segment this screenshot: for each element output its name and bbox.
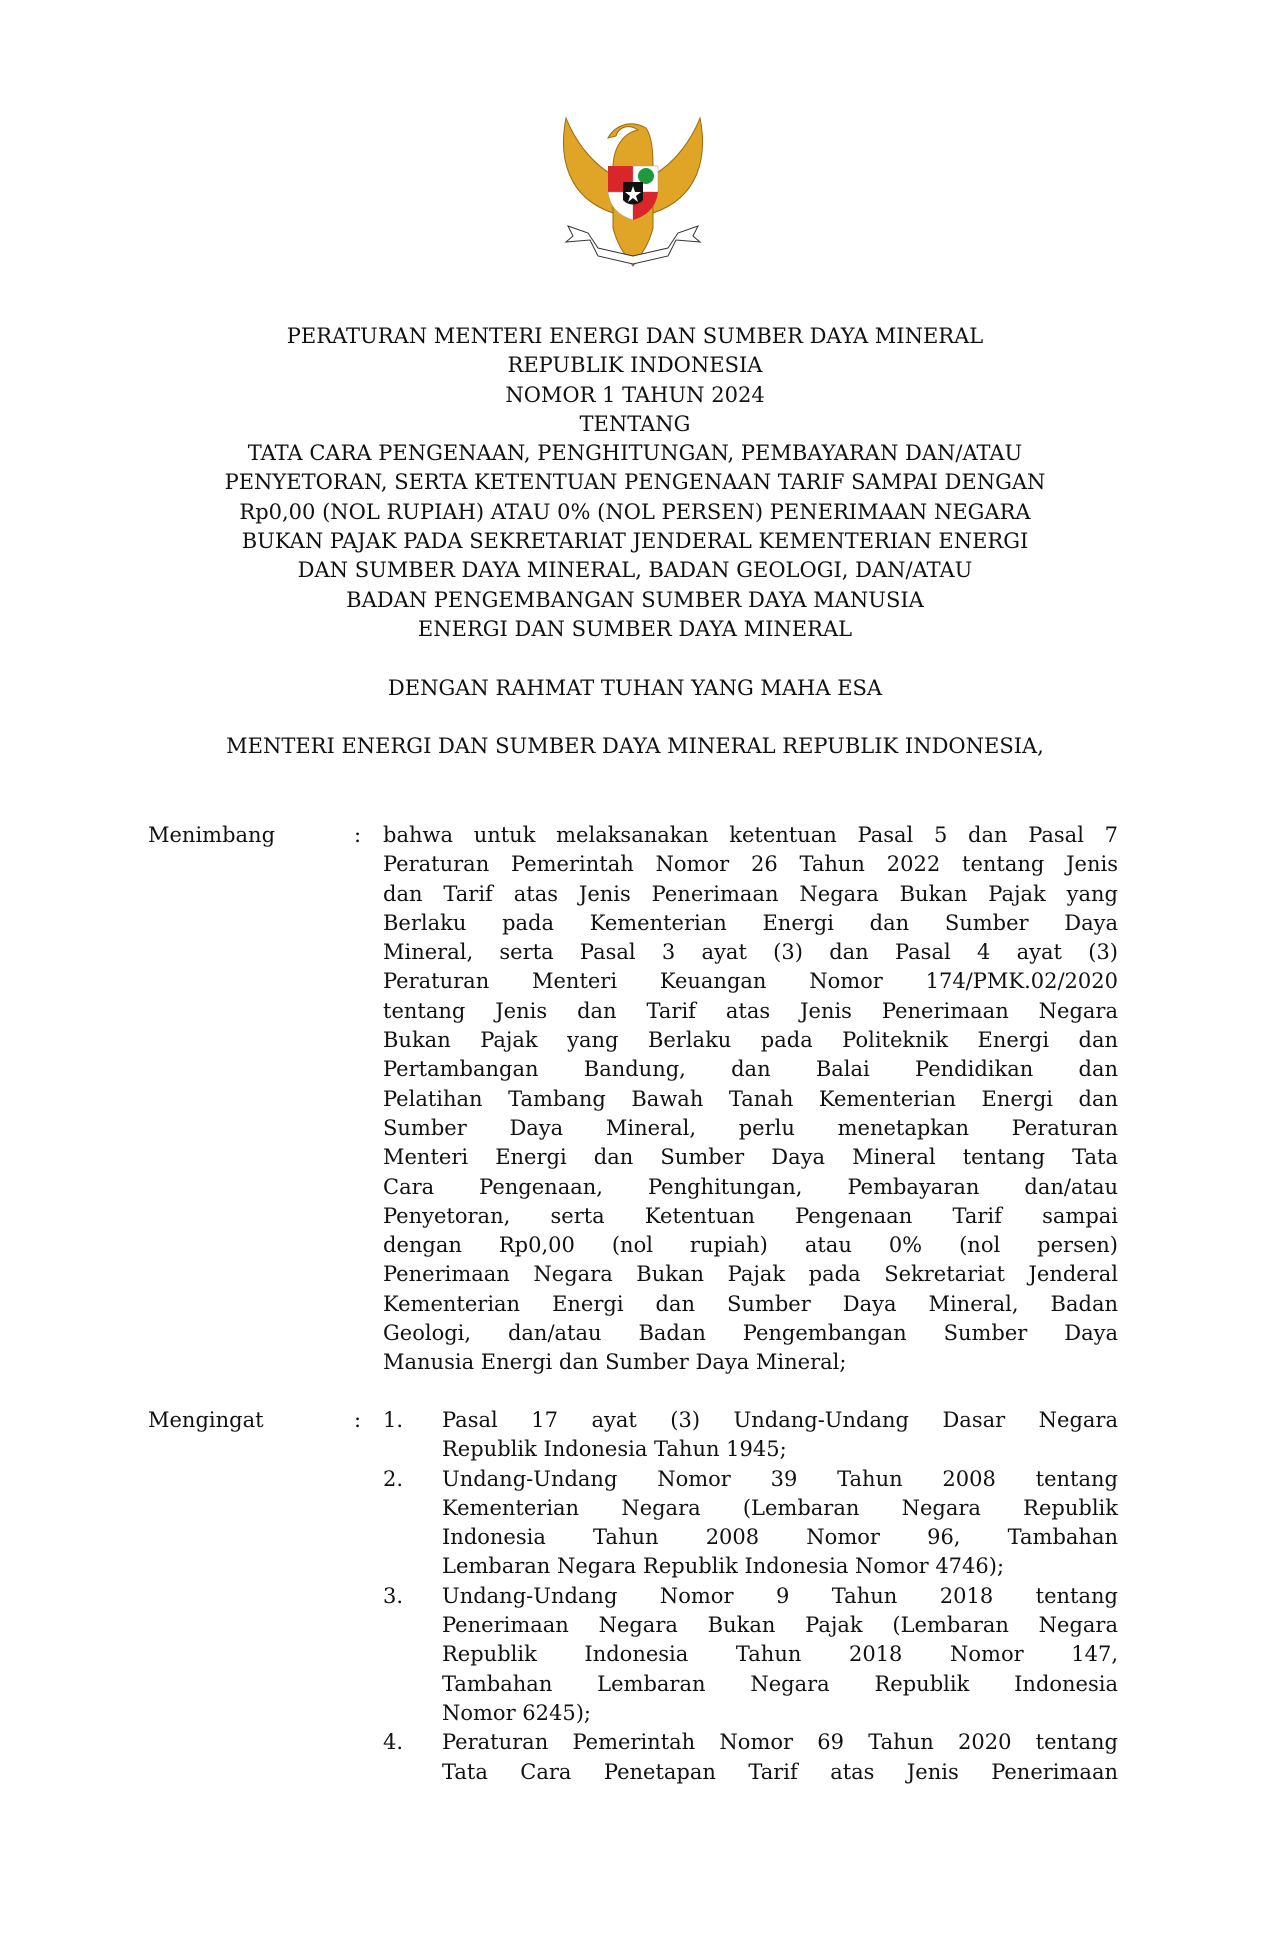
- text-line: Indonesia Tahun 2008 Nomor 96, Tambahan: [442, 1525, 1118, 1550]
- text-line: Sumber Daya Mineral, perlu menetapkan Peraturan: [383, 1115, 1118, 1140]
- text-line: Kementerian Negara (Lembaran Negara Republik: [442, 1495, 1118, 1520]
- text-line: Lembaran Negara Republik Indonesia Nomor 4746);: [442, 1554, 1005, 1579]
- heading-line: REPUBLIK INDONESIA: [507, 353, 763, 378]
- list-item: [383, 1406, 1118, 1465]
- text-line: Peraturan Menteri Keuangan Nomor 174/PMK.02/2020: [383, 969, 1118, 994]
- text-line: tentang Jenis dan Tarif atas Jenis Penerimaan Negara: [383, 998, 1118, 1023]
- text-line: Menteri Energi dan Sumber Daya Mineral tentang Tata: [383, 1145, 1118, 1170]
- text-line: Mineral, serta Pasal 3 ayat (3) dan Pasal 4 ayat (3): [383, 940, 1118, 965]
- list-item: [383, 1465, 1118, 1582]
- list-number: 2.: [383, 1466, 404, 1491]
- regulation-subject-line: ENERGI DAN SUMBER DAYA MINERAL: [417, 616, 853, 641]
- list-number: 4.: [383, 1730, 404, 1755]
- text-line: Berlaku pada Kementerian Energi dan Sumber Daya: [383, 910, 1118, 935]
- list-text: [442, 1728, 1118, 1787]
- section-label: Menimbang: [148, 823, 276, 847]
- list-text: [442, 1582, 1118, 1728]
- list-text: [442, 1406, 1118, 1465]
- text-line: Tata Cara Penetapan Tarif atas Jenis Penerimaan: [442, 1759, 1118, 1784]
- text-line: Pertambangan Bandung, dan Balai Pendidikan dan: [383, 1057, 1118, 1082]
- regulation-number: NOMOR 1 TAHUN 2024: [505, 382, 765, 407]
- issuer: MENTERI ENERGI DAN SUMBER DAYA MINERAL REPUBLIK INDONESIA,: [226, 734, 1044, 759]
- text-line: dan Tarif atas Jenis Penerimaan Negara Bukan Pajak yang: [383, 881, 1118, 906]
- text-line: Republik Indonesia Tahun 1945;: [442, 1437, 787, 1462]
- text-line: Pelatihan Tambang Bawah Tanah Kementerian Energi dan: [383, 1086, 1118, 1111]
- regulation-subject-line: BUKAN PAJAK PADA SEKRETARIAT JENDERAL KEMENTERIAN ENERGI: [241, 529, 1029, 554]
- regulation-subject-line: DAN SUMBER DAYA MINERAL, BADAN GEOLOGI, DAN/ATAU: [297, 558, 973, 583]
- regulation-subject-line: PENYETORAN, SERTA KETENTUAN PENGENAAN TARIF SAMPAI DENGAN: [224, 470, 1046, 495]
- text-line: Pasal 17 ayat (3) Undang-Undang Dasar Negara: [442, 1408, 1118, 1432]
- text-line: Undang-Undang Nomor 39 Tahun 2008 tentang: [442, 1466, 1118, 1491]
- text-line: Penerimaan Negara Bukan Pajak pada Sekretariat Jenderal: [383, 1262, 1118, 1287]
- text-line: Cara Pengenaan, Penghitungan, Pembayaran dan/atau: [383, 1174, 1118, 1199]
- colon: :: [354, 823, 362, 847]
- text-line: Tambahan Lembaran Negara Republik Indonesia: [442, 1671, 1118, 1696]
- regulation-subject-line: Rp0,00 (NOL RUPIAH) ATAU 0% (NOL PERSEN) PENERIMAAN NEGARA: [239, 499, 1031, 524]
- list-item: [383, 1582, 1118, 1728]
- text-line: bahwa untuk melaksanakan ketentuan Pasal 5 dan Pasal 7: [383, 823, 1118, 847]
- colon: :: [354, 1408, 362, 1432]
- text-line: Penyetoran, serta Ketentuan Pengenaan Tarif sampai: [383, 1203, 1118, 1228]
- preamble: DENGAN RAHMAT TUHAN YANG MAHA ESA: [387, 675, 883, 700]
- regulation-heading: [0, 322, 1270, 761]
- heading-line: PERATURAN MENTERI ENERGI DAN SUMBER DAYA MINERAL: [286, 324, 984, 348]
- menimbang-text: [383, 821, 1118, 1378]
- mengingat-list: [383, 1406, 1118, 1787]
- list-item: [383, 1728, 1118, 1787]
- text-line: Peraturan Pemerintah Nomor 69 Tahun 2020 tentang: [442, 1730, 1118, 1755]
- heading-line: TENTANG: [579, 411, 691, 436]
- list-number: 3.: [383, 1583, 404, 1608]
- garuda-pancasila-emblem: [558, 108, 708, 270]
- list-text: [442, 1465, 1118, 1582]
- text-line: Kementerian Energi dan Sumber Daya Mineral, Badan: [383, 1291, 1118, 1316]
- regulation-subject-line: BADAN PENGEMBANGAN SUMBER DAYA MANUSIA: [346, 587, 924, 612]
- list-number: 1.: [383, 1408, 404, 1432]
- text-line: Bukan Pajak yang Berlaku pada Politeknik Energi dan: [383, 1028, 1118, 1053]
- text-line: Undang-Undang Nomor 9 Tahun 2018 tentang: [442, 1583, 1118, 1608]
- text-line: Penerimaan Negara Bukan Pajak (Lembaran Negara: [442, 1613, 1118, 1638]
- text-line: Nomor 6245);: [442, 1700, 591, 1725]
- text-line: Republik Indonesia Tahun 2018 Nomor 147,: [442, 1642, 1118, 1667]
- section-label: Mengingat: [148, 1408, 264, 1432]
- text-line: dengan Rp0,00 (nol rupiah) atau 0% (nol persen): [383, 1233, 1118, 1258]
- text-line: Peraturan Pemerintah Nomor 26 Tahun 2022 tentang Jenis: [383, 852, 1118, 877]
- text-line: Geologi, dan/atau Badan Pengembangan Sumber Daya: [383, 1321, 1118, 1346]
- text-line: Manusia Energi dan Sumber Daya Mineral;: [383, 1350, 847, 1375]
- regulation-subject-line: TATA CARA PENGENAAN, PENGHITUNGAN, PEMBAYARAN DAN/ATAU: [247, 441, 1023, 466]
